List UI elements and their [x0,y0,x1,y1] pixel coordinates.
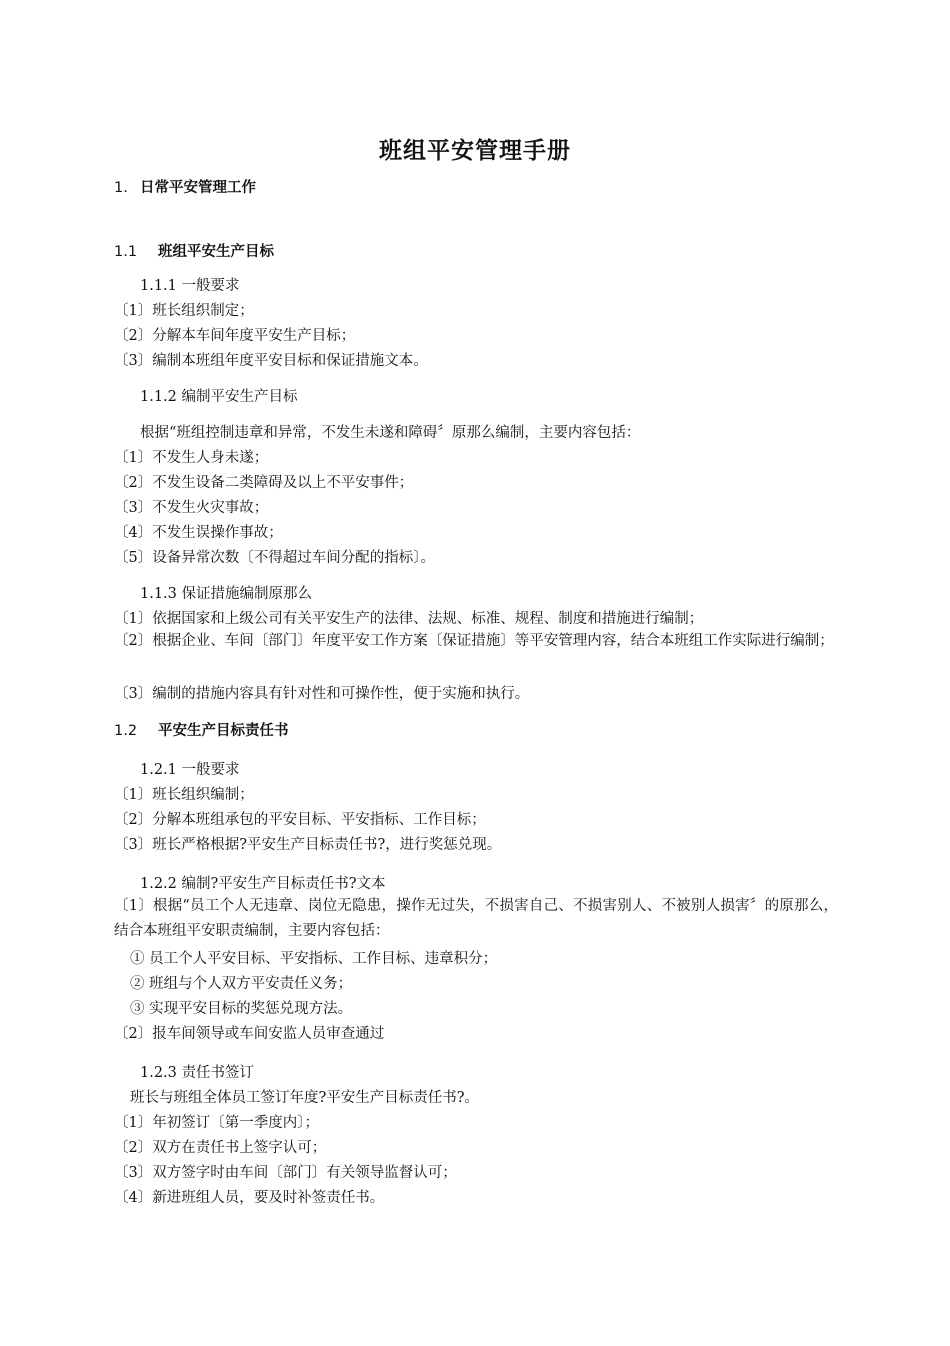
list-item: 〔1〕根据“员工个人无违章、岗位无隐患，操作无过失，不损害自己、不损害别人、不被别人损害〞的原那么，结合本班组平安职责编制，主要内容包括： [114,898,838,939]
section-1-1-heading [114,240,274,261]
document-title: 班组平安管理手册 [379,138,571,164]
list-item: 〔3〕班长严格根据?平安生产目标责任书?，进行奖惩兑现。 [114,837,502,853]
section-1-heading [114,176,256,197]
list-item: 〔2〕根据企业、车间〔部门〕年度平安工作方案〔保证措施〕等平安管理内容，结合本班组工作实际进行编制； [114,633,834,649]
list-item: 〔4〕新进班组人员，要及时补签责任书。 [114,1190,385,1206]
list-item: 〔1〕依据国家和上级公司有关平安生产的法律、法规、标准、规程、制度和措施进行编制； [114,611,704,627]
subsection-heading: 1.1.2 编制平安生产目标 [140,389,298,405]
list-item: ③ 实现平安目标的奖惩兑现方法。 [130,1001,353,1017]
paragraph: 班长与班组全体员工签订年度?平安生产目标责任书?。 [130,1090,480,1106]
subsection-heading: 1.1.1 一般要求 [140,278,240,294]
list-item: 〔2〕报车间领导或车间安监人员审查通过 [114,1026,385,1042]
list-item: 〔3〕不发生火灾事故； [114,500,269,516]
list-item: 〔2〕不发生设备二类障碍及以上不平安事件； [114,475,414,491]
list-item: ① 员工个人平安目标、平安指标、工作目标、违章积分； [130,951,498,967]
list-item: 〔3〕双方签字时由车间〔部门〕有关领导监督认可； [114,1165,457,1181]
list-item: 〔1〕不发生人身未遂； [114,450,269,466]
subsection-heading: 1.2.3 责任书签订 [140,1065,255,1081]
list-item: 〔1〕班长组织制定； [114,303,254,319]
subsection-heading: 1.2.1 一般要求 [140,762,240,778]
list-item: 〔1〕年初签订〔第一季度内〕； [114,1115,319,1131]
list-item: 〔2〕分解本车间年度平安生产目标； [114,328,356,344]
list-item: 〔2〕双方在责任书上签字认可； [114,1140,327,1156]
subsection-heading: 1.2.2 编制?平安生产目标责任书?文本 [140,876,386,892]
section-title: 平安生产目标责任书 [158,723,289,739]
subsection-heading: 1.1.3 保证措施编制原那么 [140,586,313,602]
list-item: 〔1〕班长组织编制； [114,787,254,803]
list-item: 〔2〕分解本班组承包的平安目标、平安指标、工作目标； [114,812,486,828]
section-1-2-heading [114,719,289,740]
list-item: ② 班组与个人双方平安责任义务； [130,976,353,992]
list-item: 〔4〕不发生误操作事故； [114,525,283,541]
list-item: 〔3〕编制的措施内容具有针对性和可操作性，便于实施和执行。 [114,686,530,702]
section-title: 日常平安管理工作 [140,180,256,196]
section-number: 1.2 [114,723,138,739]
section-title: 班组平安生产目标 [158,244,274,260]
section-number: 1.1 [114,244,138,260]
list-item: 〔3〕编制本班组年度平安目标和保证措施文本。 [114,353,428,369]
list-item: 〔5〕设备异常次数〔不得超过车间分配的指标〕。 [114,550,435,566]
section-number: 1. [114,180,128,196]
paragraph: 根据“班组控制违章和异常，不发生未遂和障碍〞原那么编制，主要内容包括： [140,425,641,441]
